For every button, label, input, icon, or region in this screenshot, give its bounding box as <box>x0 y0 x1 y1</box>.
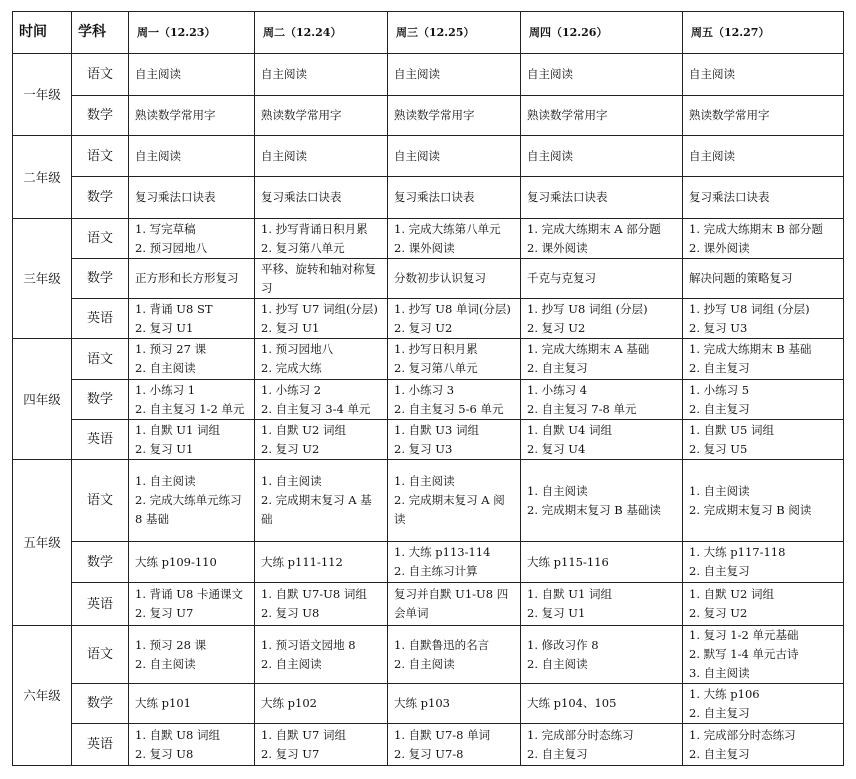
task-cell <box>388 420 521 460</box>
task-cell <box>255 219 388 259</box>
task-line: 1. 完成大练期末 A 基础 <box>527 342 650 356</box>
task-cell <box>129 136 255 177</box>
grade-label: 四年级 <box>13 339 72 460</box>
table-row <box>13 136 844 177</box>
task-line: 2. 复习 U7 <box>135 606 194 620</box>
task-line: 1. 大练 p106 <box>689 686 760 701</box>
task-line: 1. 自默 U4 词组 <box>527 422 612 437</box>
schedule-table <box>12 11 844 766</box>
task-cell <box>683 299 844 339</box>
table-row <box>13 684 844 724</box>
task-cell <box>683 626 844 684</box>
task-line: 1. 小练习 4 <box>527 382 588 397</box>
table-row <box>13 583 844 626</box>
header-day-tue: 周二（12.24） <box>255 12 388 54</box>
task-line: 1. 抄写 U8 词组 (分层) <box>527 301 648 316</box>
task-line: 千克与克复习 <box>527 271 596 285</box>
task-cell <box>683 583 844 626</box>
task-line: 1. 大练 p113-114 <box>394 545 491 559</box>
header-day-mon: 周一（12.23） <box>129 12 255 54</box>
task-line: 1. 大练 p117-118 <box>689 545 786 559</box>
task-line: 2. 自主阅读 <box>135 656 196 671</box>
task-line: 熟读数学常用字 <box>527 108 608 122</box>
task-line: 解决问题的策略复习 <box>689 271 793 285</box>
task-cell <box>521 177 683 219</box>
task-cell <box>129 339 255 380</box>
task-line: 1. 抄写 U8 词组 (分层) <box>689 301 810 316</box>
task-line: 3. 自主阅读 <box>689 666 750 680</box>
task-cell <box>129 542 255 583</box>
task-cell <box>255 724 388 766</box>
task-line: 1. 自默 U8 词组 <box>135 727 220 742</box>
task-cell <box>388 299 521 339</box>
task-line: 1. 自主阅读 <box>527 483 588 498</box>
task-line: 复习乘法口诀表 <box>689 190 770 204</box>
task-cell <box>129 96 255 136</box>
task-cell <box>129 583 255 626</box>
task-line: 1. 完成大练期末 A 部分题 <box>527 221 661 236</box>
task-line: 1. 抄写 U8 单词(分层) <box>394 301 511 316</box>
task-cell <box>255 380 388 420</box>
task-line: 1. 小练习 5 <box>689 382 750 397</box>
header-subject: 学科 <box>72 12 129 54</box>
task-line: 2. 复习第八单元 <box>261 240 345 255</box>
task-line: 自主阅读 <box>135 67 181 81</box>
subject-label: 数学 <box>72 96 129 136</box>
task-cell <box>683 724 844 766</box>
task-line: 2. 复习 U8 <box>261 606 320 620</box>
task-cell <box>129 724 255 766</box>
task-line: 1. 修改习作 8 <box>527 637 599 652</box>
task-line: 2. 自主复习 <box>689 361 750 375</box>
task-line: 1. 预习园地八 <box>261 342 334 356</box>
task-line: 2. 自主阅读 <box>394 656 455 671</box>
task-line: 1. 写完草稿 <box>135 221 196 236</box>
subject-label: 英语 <box>72 299 129 339</box>
subject-label: 语文 <box>72 219 129 259</box>
subject-label: 数学 <box>72 177 129 219</box>
task-cell <box>388 136 521 177</box>
subject-label: 语文 <box>72 460 129 542</box>
table-row <box>13 626 844 684</box>
task-line: 熟读数学常用字 <box>689 108 770 122</box>
schedule-body <box>13 54 844 766</box>
table-row <box>13 219 844 259</box>
task-line: 熟读数学常用字 <box>135 108 216 122</box>
task-line: 自主阅读 <box>261 148 307 163</box>
task-cell <box>255 54 388 96</box>
grade-label: 二年级 <box>13 136 72 219</box>
task-line: 1. 预习语文园地 8 <box>261 637 356 652</box>
header-day-fri: 周五（12.27） <box>683 12 844 54</box>
task-line: 2. 复习 U7 <box>261 746 320 761</box>
task-line: 1. 自默 U1 词组 <box>527 587 612 601</box>
task-line: 自主阅读 <box>689 148 735 163</box>
task-cell <box>129 299 255 339</box>
task-line: 1. 抄写 U7 词组(分层) <box>261 301 378 316</box>
task-line: 大练 p102 <box>261 696 317 710</box>
subject-label: 数学 <box>72 380 129 420</box>
task-cell <box>129 626 255 684</box>
task-cell <box>521 420 683 460</box>
task-cell <box>255 299 388 339</box>
task-line: 复习并自默 U1-U8 四会单词 <box>394 587 509 620</box>
task-cell <box>521 460 683 542</box>
task-line: 大练 p101 <box>135 696 191 710</box>
task-line: 1. 自默 U1 词组 <box>135 422 220 437</box>
task-cell <box>129 177 255 219</box>
task-line: 1. 预习 28 课 <box>135 637 207 652</box>
subject-label: 语文 <box>72 626 129 684</box>
task-line: 2. 自主复习 <box>527 746 588 761</box>
task-line: 大练 p115-116 <box>527 554 609 569</box>
task-cell <box>129 54 255 96</box>
task-line: 2. 自主阅读 <box>135 361 196 375</box>
task-line: 熟读数学常用字 <box>394 108 475 122</box>
task-line: 2. 默写 1-4 单元古诗 <box>689 647 799 661</box>
task-line: 2. 课外阅读 <box>689 240 750 255</box>
table-row <box>13 299 844 339</box>
task-cell <box>683 177 844 219</box>
subject-label: 数学 <box>72 542 129 583</box>
task-cell <box>388 259 521 299</box>
task-cell <box>255 684 388 724</box>
task-line: 2. 复习 U1 <box>527 606 586 620</box>
subject-label: 数学 <box>72 684 129 724</box>
task-cell <box>683 380 844 420</box>
task-cell <box>683 259 844 299</box>
task-cell <box>388 339 521 380</box>
task-line: 1. 完成部分时态练习 <box>689 727 796 742</box>
task-cell <box>255 339 388 380</box>
task-line: 2. 课外阅读 <box>394 240 455 255</box>
task-line: 自主阅读 <box>135 148 181 163</box>
task-line: 1. 完成大练期末 B 部分题 <box>689 221 823 236</box>
table-row <box>13 96 844 136</box>
subject-label: 英语 <box>72 724 129 766</box>
task-cell <box>255 96 388 136</box>
task-line: 2. 自主复习 1-2 单元 <box>135 401 245 416</box>
task-cell <box>255 259 388 299</box>
task-line: 1. 小练习 2 <box>261 382 322 397</box>
task-line: 自主阅读 <box>394 67 440 81</box>
task-line: 1. 背诵 U8 卡通课文 <box>135 587 243 601</box>
task-cell <box>129 684 255 724</box>
task-cell <box>521 626 683 684</box>
task-cell <box>683 219 844 259</box>
task-line: 复习乘法口诀表 <box>527 190 608 204</box>
task-line: 2. 自主复习 <box>689 705 750 720</box>
task-line: 2. 复习 U4 <box>527 441 586 456</box>
task-cell <box>255 626 388 684</box>
table-row <box>13 380 844 420</box>
task-line: 复习乘法口诀表 <box>135 190 216 204</box>
task-line: 1. 完成大练第八单元 <box>394 221 501 236</box>
subject-label: 语文 <box>72 54 129 96</box>
task-line: 自主阅读 <box>261 67 307 81</box>
task-line: 2. 自主阅读 <box>527 656 588 671</box>
task-line: 2. 自主复习 <box>689 564 750 578</box>
task-line: 1. 复习 1-2 单元基础 <box>689 628 799 642</box>
task-cell <box>255 177 388 219</box>
task-cell <box>521 96 683 136</box>
task-cell <box>255 583 388 626</box>
task-line: 2. 完成期末复习 B 阅读 <box>689 502 812 517</box>
task-cell <box>255 542 388 583</box>
task-cell <box>683 54 844 96</box>
task-line: 1. 自默 U3 词组 <box>394 422 479 437</box>
task-line: 1. 完成大练期末 B 基础 <box>689 342 812 356</box>
task-cell <box>388 542 521 583</box>
task-line: 2. 完成期末复习 A 阅读 <box>394 493 505 526</box>
task-cell <box>388 219 521 259</box>
task-cell <box>521 684 683 724</box>
task-cell <box>683 420 844 460</box>
task-cell <box>129 259 255 299</box>
task-line: 1. 自默鲁迅的名言 <box>394 637 490 652</box>
task-cell <box>388 626 521 684</box>
task-cell <box>521 339 683 380</box>
task-line: 2. 自主复习 <box>689 401 750 416</box>
task-cell <box>388 54 521 96</box>
table-row <box>13 724 844 766</box>
task-cell <box>521 259 683 299</box>
task-line: 大练 p109-110 <box>135 554 217 569</box>
task-line: 1. 抄写背诵日积月累 <box>261 221 368 236</box>
task-cell <box>683 542 844 583</box>
task-cell <box>388 684 521 724</box>
task-cell <box>388 177 521 219</box>
table-row <box>13 259 844 299</box>
task-line: 2. 复习 U3 <box>689 320 748 335</box>
task-line: 1. 自默 U5 词组 <box>689 422 774 437</box>
task-line: 大练 p104、105 <box>527 696 617 710</box>
task-line: 2. 预习园地八 <box>135 240 208 255</box>
subject-label: 语文 <box>72 136 129 177</box>
task-cell <box>388 583 521 626</box>
task-cell <box>683 339 844 380</box>
header-row <box>13 12 844 54</box>
task-line: 1. 自默 U7-8 单词 <box>394 727 491 742</box>
task-cell <box>521 583 683 626</box>
task-line: 平移、旋转和轴对称复习 <box>261 261 376 295</box>
grade-label: 五年级 <box>13 460 72 626</box>
task-line: 1. 小练习 1 <box>135 382 196 397</box>
task-line: 2. 复习 U8 <box>135 746 194 761</box>
task-line: 1. 抄写日积月累 <box>394 342 478 356</box>
task-line: 2. 自主练习计算 <box>394 564 478 578</box>
task-line: 1. 自主阅读 <box>135 474 196 488</box>
table-row <box>13 177 844 219</box>
task-cell <box>388 460 521 542</box>
task-cell <box>683 460 844 542</box>
header-day-wed: 周三（12.25） <box>388 12 521 54</box>
task-line: 2. 复习 U1 <box>261 320 320 335</box>
task-line: 2. 复习 U2 <box>261 441 320 456</box>
task-line: 大练 p111-112 <box>261 554 343 569</box>
table-row <box>13 54 844 96</box>
task-line: 2. 复习 U2 <box>394 320 453 335</box>
task-cell <box>683 684 844 724</box>
subject-label: 英语 <box>72 583 129 626</box>
task-line: 2. 复习第八单元 <box>394 361 478 375</box>
task-cell <box>255 136 388 177</box>
task-line: 2. 完成大练 <box>261 361 322 375</box>
task-line: 2. 自主复习 5-6 单元 <box>394 401 504 416</box>
task-line: 2. 复习 U3 <box>394 441 453 456</box>
task-line: 2. 自主复习 <box>527 361 588 375</box>
task-line: 2. 复习 U5 <box>689 441 748 456</box>
task-line: 复习乘法口诀表 <box>394 190 475 204</box>
task-line: 2. 课外阅读 <box>527 240 588 255</box>
task-line: 2. 复习 U1 <box>135 441 194 456</box>
header-time: 时间 <box>13 12 72 54</box>
task-line: 1. 自主阅读 <box>689 483 750 498</box>
task-line: 2. 自主复习 7-8 单元 <box>527 401 637 416</box>
task-line: 1. 小练习 3 <box>394 382 455 397</box>
task-cell <box>521 299 683 339</box>
task-line: 1. 自主阅读 <box>394 474 455 488</box>
subject-label: 数学 <box>72 259 129 299</box>
task-line: 2. 完成期末复习 B 基础读 <box>527 502 661 517</box>
task-cell <box>521 724 683 766</box>
task-line: 自主阅读 <box>689 67 735 81</box>
task-cell <box>129 420 255 460</box>
task-line: 2. 复习 U7-8 <box>394 746 464 761</box>
task-line: 2. 完成大练单元练习 8 基础 <box>135 493 242 526</box>
table-row <box>13 460 844 542</box>
task-line: 2. 复习 U2 <box>527 320 586 335</box>
task-line: 自主阅读 <box>394 148 440 163</box>
task-cell <box>521 542 683 583</box>
task-cell <box>683 136 844 177</box>
task-line: 2. 完成期末复习 A 基础 <box>261 493 372 526</box>
task-cell <box>255 460 388 542</box>
task-cell <box>388 380 521 420</box>
task-line: 2. 自主复习 <box>689 746 750 761</box>
task-cell <box>683 96 844 136</box>
task-cell <box>129 219 255 259</box>
task-cell <box>388 96 521 136</box>
task-line: 1. 预习 27 课 <box>135 342 207 356</box>
task-cell <box>521 136 683 177</box>
task-line: 分数初步认识复习 <box>394 271 486 285</box>
task-cell <box>521 54 683 96</box>
task-line: 2. 自主阅读 <box>261 656 322 671</box>
table-row <box>13 542 844 583</box>
task-line: 自主阅读 <box>527 67 573 81</box>
task-line: 1. 背诵 U8 ST <box>135 301 213 316</box>
task-line: 1. 自默 U2 词组 <box>261 422 346 437</box>
header-day-thu: 周四（12.26） <box>521 12 683 54</box>
task-line: 1. 自默 U7 词组 <box>261 727 346 742</box>
grade-label: 一年级 <box>13 54 72 136</box>
task-cell <box>388 724 521 766</box>
task-line: 自主阅读 <box>527 148 573 163</box>
task-line: 大练 p103 <box>394 696 450 710</box>
task-cell <box>521 219 683 259</box>
subject-label: 英语 <box>72 420 129 460</box>
table-row <box>13 420 844 460</box>
task-cell <box>129 380 255 420</box>
task-line: 正方形和长方形复习 <box>135 271 239 285</box>
task-line: 2. 复习 U2 <box>689 606 748 620</box>
task-line: 复习乘法口诀表 <box>261 190 342 204</box>
task-line: 1. 自默 U7-U8 词组 <box>261 587 367 601</box>
task-cell <box>521 380 683 420</box>
task-line: 1. 自主阅读 <box>261 474 322 488</box>
table-row <box>13 339 844 380</box>
task-cell <box>129 460 255 542</box>
task-cell <box>255 420 388 460</box>
task-line: 2. 自主复习 3-4 单元 <box>261 401 371 416</box>
task-line: 熟读数学常用字 <box>261 108 342 122</box>
task-line: 1. 完成部分时态练习 <box>527 727 634 742</box>
subject-label: 语文 <box>72 339 129 380</box>
grade-label: 三年级 <box>13 219 72 339</box>
grade-label: 六年级 <box>13 626 72 766</box>
task-line: 2. 复习 U1 <box>135 320 194 335</box>
task-line: 1. 自默 U2 词组 <box>689 587 774 601</box>
